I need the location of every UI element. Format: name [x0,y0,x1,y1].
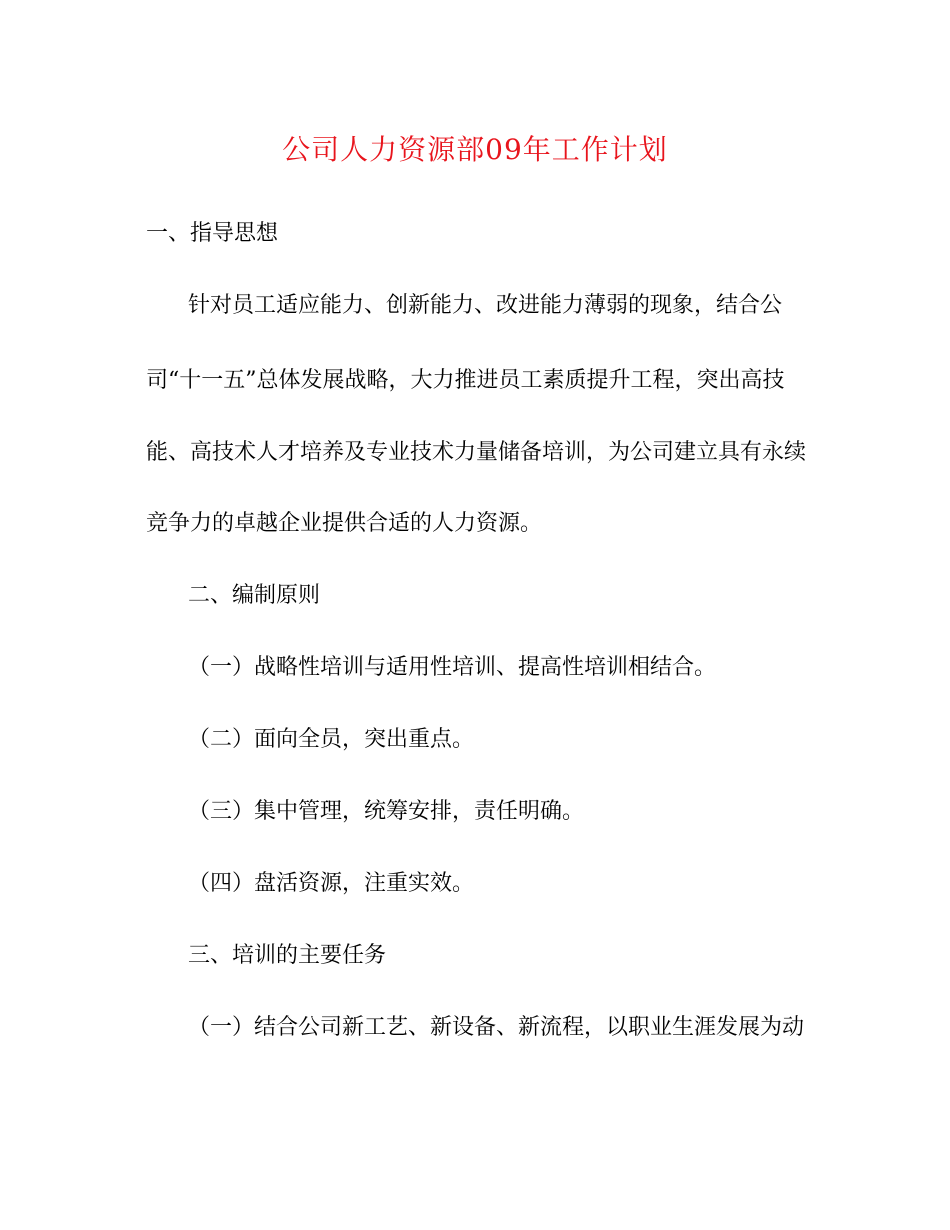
list-item: （一）战略性培训与适用性培训、提高性培训相结合。 [188,655,717,680]
list-item: （四）盘活资源，注重实效。 [188,871,475,896]
section-heading-guiding-ideology: 一、指导思想 [146,221,279,246]
paragraph-line: 竞争力的卓越企业提供合适的人力资源。 [146,511,543,536]
section-heading-main-tasks: 三、培训的主要任务 [188,943,387,968]
list-item: （三）集中管理，统筹安排，责任明确。 [188,799,585,824]
list-item: （一）结合公司新工艺、新设备、新流程，以职业生涯发展为动 [188,1015,805,1040]
document-title: 公司人力资源部09年工作计划 [282,133,668,166]
list-item: （二）面向全员，突出重点。 [188,727,475,752]
paragraph-line: 能、高技术人才培养及专业技术力量储备培训，为公司建立具有永续 [146,440,807,465]
paragraph-line: 针对员工适应能力、创新能力、改进能力薄弱的现象，结合公 [188,293,783,318]
paragraph-line: 司“十一五”总体发展战略，大力推进员工素质提升工程，突出高技 [146,368,785,393]
section-heading-principles: 二、编制原则 [188,583,321,608]
